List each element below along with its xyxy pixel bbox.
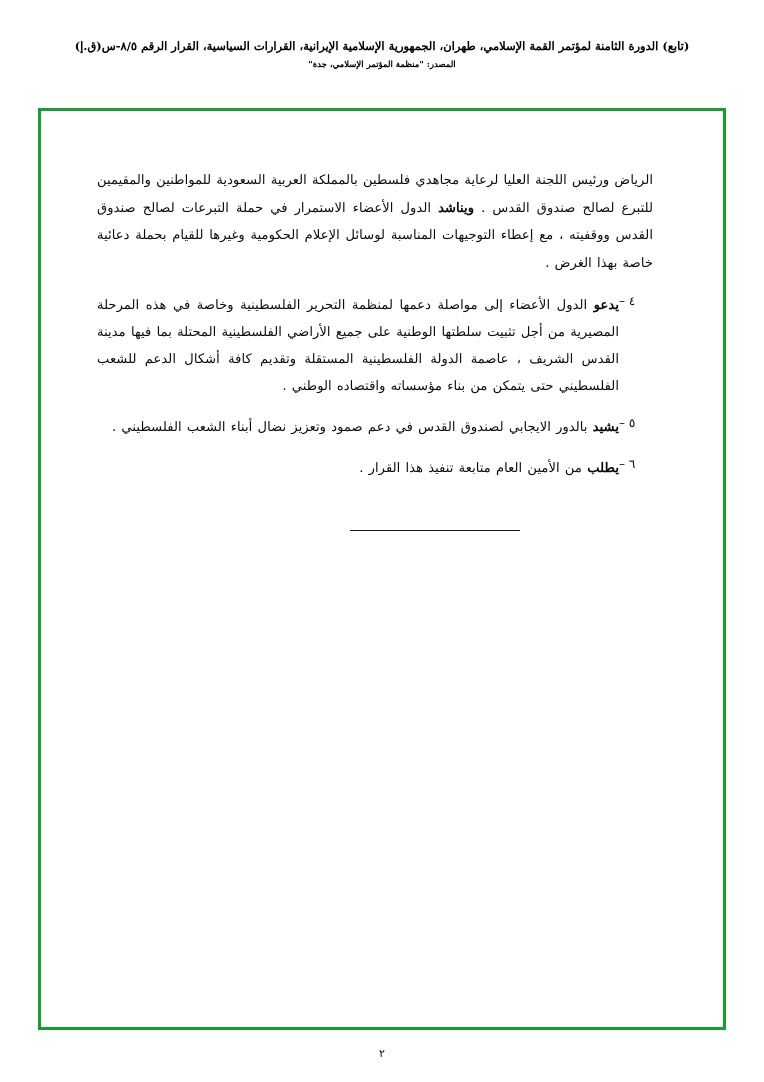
paragraph-item-4 bbox=[97, 292, 653, 400]
paragraph-text-part2: الدول الأعضاء الاستمرار في حملة التبرعات لصالح صندوق القدس ووقفيته ، مع إعطاء التوجيهات المناسبة لوسائل الإعلام الحكومية وغيرها للقيام بحملة دعائية خاصة بهذا الغرض . bbox=[97, 200, 653, 272]
paragraph-number: ٦ – bbox=[619, 457, 636, 472]
paragraph-item-5 bbox=[97, 414, 653, 441]
paragraph-keyword: يدعو bbox=[593, 297, 619, 313]
paragraph-item-6 bbox=[97, 455, 653, 482]
paragraph-text bbox=[97, 167, 653, 278]
paragraph-keyword: يشيد bbox=[592, 420, 619, 436]
paragraph-number: ٥ – bbox=[619, 416, 636, 431]
page-number: ٢ bbox=[379, 1047, 385, 1060]
header-source: المصدر: "منظمة المؤتمر الإسلامي، جدة" bbox=[308, 60, 456, 71]
page-header bbox=[0, 38, 764, 70]
paragraph-continuation bbox=[97, 167, 653, 278]
paragraph-body-text: من الأمين العام متابعة تنفيذ هذا القرار . bbox=[359, 461, 582, 477]
document-content bbox=[97, 167, 653, 531]
green-frame bbox=[38, 108, 726, 1030]
paragraph-text bbox=[97, 292, 619, 400]
end-rule-wrapper bbox=[97, 504, 653, 531]
paragraph-text-part1: الرياض ورئيس اللجنة العليا لرعاية مجاهدي فلسطين بالمملكة العربية السعودية للمواطنين والمقيمين للتبرع لصالح صندوق القدس . bbox=[97, 173, 653, 216]
paragraph-keyword: يطلب bbox=[587, 461, 619, 477]
paragraph-text bbox=[97, 455, 619, 482]
paragraph-number: ٤ – bbox=[619, 293, 636, 308]
paragraph-body-text: بالدور الايجابي لصندوق القدس في دعم صمود وتعزيز نضال أبناء الشعب الفلسطيني . bbox=[112, 420, 588, 436]
paragraph-text bbox=[97, 414, 619, 441]
page-footer bbox=[0, 1047, 764, 1060]
paragraph-body-text: الدول الأعضاء إلى مواصلة دعمها لمنظمة التحرير الفلسطينية وخاصة في هذه المرحلة المصيرية من أجل تثبيت سلطتها الوطنية على جميع الأراضي الفلسطينية المحتلة بما فيها مدينة القدس الشريف ، عاصمة الدولة الفلسطينية المستقلة وتقديم كافة أشكال الدعم للشعب الفلسطيني حتى يتمكن من بناء مؤسساته واقتصاده الوطني . bbox=[97, 297, 619, 395]
paragraph-keyword-secondary: ويناشد bbox=[438, 200, 475, 216]
horizontal-divider bbox=[350, 530, 520, 531]
header-title: (تابع) الدورة الثامنة لمؤتمر القمة الإسلامي، طهران، الجمهورية الإسلامية الإيرانية، القرارات السياسية، القرار الرقم ٨/٥-س(ق.إ) bbox=[74, 39, 690, 53]
